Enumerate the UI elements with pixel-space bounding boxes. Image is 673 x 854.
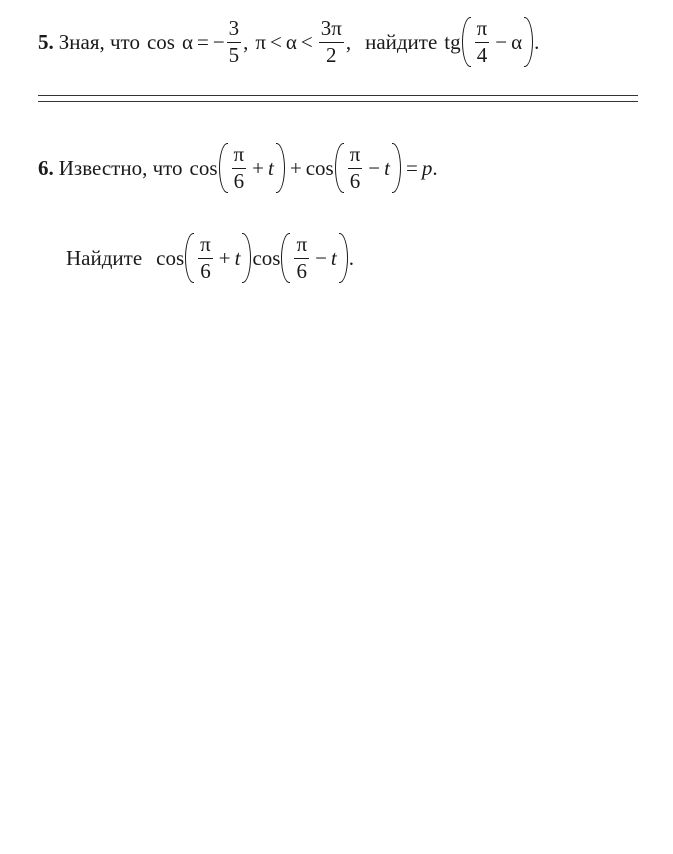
- equals-sign: =: [196, 29, 209, 54]
- comma: ,: [345, 29, 352, 54]
- plus-sign: +: [218, 245, 231, 270]
- fraction-pi-6: [232, 143, 247, 192]
- period: .: [432, 155, 438, 180]
- less-than-sign: <: [300, 29, 313, 54]
- cos-function: cos: [156, 245, 185, 270]
- fraction-numerator: π: [200, 232, 211, 257]
- minus-sign: −: [495, 29, 508, 54]
- alpha-symbol: α: [285, 29, 297, 54]
- equals-sign: =: [405, 155, 418, 180]
- tg-function: tg: [444, 29, 461, 54]
- problem-5-find: найдите: [365, 29, 438, 54]
- cos-function: cos: [146, 29, 175, 54]
- period: .: [348, 245, 354, 270]
- problem-6-find: Найдите: [66, 245, 143, 270]
- comma: ,: [243, 29, 249, 54]
- problem-6: [38, 138, 438, 198]
- problem-5: [38, 14, 539, 70]
- variable-t: t: [234, 245, 241, 270]
- variable-t: t: [384, 155, 390, 180]
- problem-6-number: 6.: [38, 155, 54, 180]
- fraction-pi-6: [348, 143, 363, 192]
- plus-sign: +: [289, 155, 302, 180]
- fraction-3pi-2: [319, 17, 344, 66]
- alpha-symbol: α: [181, 29, 193, 54]
- problem-6-question: [66, 228, 354, 288]
- fraction-numerator: π: [233, 142, 245, 167]
- fraction-pi-4: [475, 17, 490, 66]
- cos-function: cos: [189, 155, 218, 180]
- variable-p: p: [421, 155, 433, 180]
- less-than-sign: <: [270, 29, 282, 54]
- fraction-denominator: 6: [200, 258, 211, 283]
- fraction-denominator: 4: [476, 42, 488, 67]
- parenthesized-expression: [281, 233, 347, 282]
- fraction-denominator: 6: [296, 258, 307, 283]
- cos-function: cos: [305, 155, 334, 180]
- period: .: [534, 29, 540, 54]
- problem-5-intro: Зная, что: [58, 29, 140, 54]
- fraction-denominator: 2: [326, 42, 337, 67]
- variable-t: t: [268, 155, 274, 180]
- fraction-numerator: π: [476, 16, 488, 41]
- fraction-denominator: 6: [233, 168, 245, 193]
- minus-sign: −: [368, 155, 381, 180]
- minus-sign: −: [315, 245, 327, 270]
- divider-line-top: [38, 95, 638, 96]
- divider-line-bottom: [38, 101, 638, 102]
- cos-function: cos: [252, 245, 281, 270]
- plus-sign: +: [252, 155, 264, 180]
- fraction-numerator: π: [296, 232, 308, 257]
- fraction-pi-6: [294, 233, 309, 282]
- fraction-numerator: π: [349, 142, 361, 167]
- parenthesized-expression: [462, 17, 533, 66]
- parenthesized-expression: [335, 143, 401, 192]
- fraction-denominator: 5: [228, 42, 240, 67]
- parenthesized-expression: [219, 143, 285, 192]
- pi-symbol: π: [255, 29, 267, 54]
- problem-6-intro: Известно, что: [58, 155, 183, 180]
- fraction-numerator: 3: [228, 16, 240, 41]
- fraction-3-5: [227, 17, 242, 66]
- fraction-pi-6: [198, 233, 213, 282]
- minus-sign: −: [212, 29, 225, 54]
- parenthesized-expression: [185, 233, 251, 282]
- variable-t: t: [330, 245, 337, 270]
- alpha-symbol: α: [511, 29, 523, 54]
- fraction-denominator: 6: [349, 168, 361, 193]
- problem-5-number: 5.: [38, 29, 54, 54]
- fraction-numerator: 3π: [320, 16, 342, 41]
